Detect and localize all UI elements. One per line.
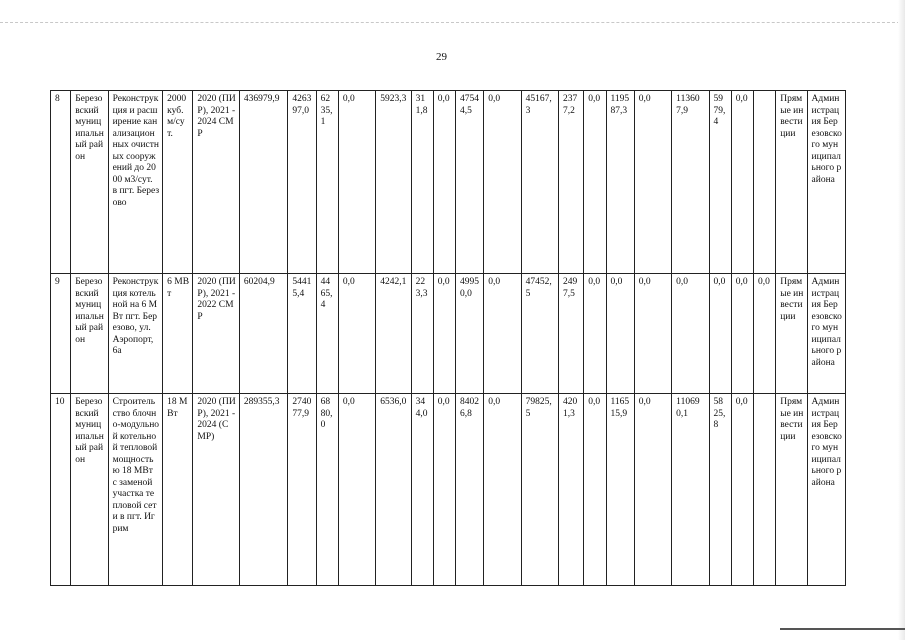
table-cell: 0,0 [709, 274, 731, 394]
table-cell: 18 МВт [163, 394, 193, 586]
table-cell: 60204,9 [239, 274, 287, 394]
table-cell: 426397,0 [288, 91, 316, 274]
table-row [51, 274, 846, 394]
table-cell: 436979,9 [239, 91, 287, 274]
table-cell: 116515,9 [606, 394, 634, 586]
table-cell: Администрация Березовского муниципального района [807, 394, 845, 586]
scan-right-edge [898, 0, 905, 640]
table-cell: 0,0 [338, 91, 375, 274]
table-cell: 344,0 [411, 394, 433, 586]
table-cell: 4465,4 [316, 274, 338, 394]
table-cell: 6880,0 [316, 394, 338, 586]
table-cell [753, 394, 775, 586]
table-cell: 0,0 [433, 394, 455, 586]
table-cell: 0,0 [606, 274, 634, 394]
table-cell: Прямые инвестиции [776, 91, 807, 274]
table-cell: 0,0 [672, 274, 709, 394]
table-cell: Строительство блочно-модульной котельной тепловой мощностью 18 МВт с заменой участка тепловой сети в пгт. Игрим [108, 394, 163, 586]
table-cell: 2497,5 [559, 274, 584, 394]
table-cell [753, 91, 775, 274]
table-cell: 0,0 [484, 394, 521, 586]
table-cell: Реконструкция и расширение канализационных очистных сооружений до 2000 м3/сут. в пгт. Березово [108, 91, 163, 274]
table-cell: 0,0 [731, 91, 753, 274]
table-cell: 311,8 [411, 91, 433, 274]
table-cell: 0,0 [634, 274, 671, 394]
table-cell: 0,0 [753, 274, 775, 394]
table-cell: 2020 (ПИР), 2021 - 2024 СМР [193, 91, 239, 274]
table-cell: 6235,1 [316, 91, 338, 274]
table-cell: 5979,4 [709, 91, 731, 274]
table-cell: 0,0 [338, 274, 375, 394]
table-cell: 119587,3 [606, 91, 634, 274]
table-row [51, 394, 846, 586]
table-cell: 79825,5 [521, 394, 558, 586]
table-cell: 0,0 [584, 274, 606, 394]
table-cell: 289355,3 [239, 394, 287, 586]
table-cell: 0,0 [731, 394, 753, 586]
table-cell: Березовский муниципальный район [71, 91, 108, 274]
table-cell: 0,0 [584, 91, 606, 274]
table-cell: 2000 куб. м/сут. [163, 91, 193, 274]
table-cell: 0,0 [731, 274, 753, 394]
table-cell: 0,0 [584, 394, 606, 586]
table-cell: 47544,5 [456, 91, 484, 274]
page-number: 29 [436, 51, 447, 63]
table-cell: 45167,3 [521, 91, 558, 274]
table-row [51, 91, 846, 274]
table-cell: Березовский муниципальный район [71, 274, 108, 394]
table-cell: 54415,4 [288, 274, 316, 394]
table-cell: Реконструкция котельной на 6 МВт пгт. Березово, ул. Аэропорт, 6а [108, 274, 163, 394]
table-cell: 2020 (ПИР), 2021 - 2024 (СМР) [193, 394, 239, 586]
table-cell: 10 [51, 394, 71, 586]
table-cell: 0,0 [634, 394, 671, 586]
scan-top-edge [0, 0, 905, 23]
scan-bottom-mark [780, 628, 905, 630]
table-cell: 6536,0 [376, 394, 411, 586]
table-cell: 5923,3 [376, 91, 411, 274]
table-cell: 0,0 [484, 274, 521, 394]
table-cell: 113607,9 [672, 91, 709, 274]
table-cell: 2377,2 [559, 91, 584, 274]
data-table [50, 90, 846, 586]
table-cell: Прямые инвестиции [776, 394, 807, 586]
table-cell: Администрация Березовского муниципального района [807, 91, 845, 274]
table-cell: 6 МВт [163, 274, 193, 394]
table-cell: 49950,0 [456, 274, 484, 394]
table-cell: 223,3 [411, 274, 433, 394]
table-cell: 5825,8 [709, 394, 731, 586]
table-cell: 0,0 [433, 91, 455, 274]
table-cell: Администрация Березовского муниципального района [807, 274, 845, 394]
table-cell: 0,0 [433, 274, 455, 394]
table-cell: Прямые инвестиции [776, 274, 807, 394]
table-cell: Березовский муниципальный район [71, 394, 108, 586]
table-cell: 9 [51, 274, 71, 394]
table-cell: 47452,5 [521, 274, 558, 394]
table-cell: 0,0 [484, 91, 521, 274]
table-cell: 84026,8 [456, 394, 484, 586]
table-cell: 274077,9 [288, 394, 316, 586]
table-cell: 4201,3 [559, 394, 584, 586]
table-cell: 110690,1 [672, 394, 709, 586]
table-cell: 4242,1 [376, 274, 411, 394]
table-cell: 0,0 [338, 394, 375, 586]
table-cell: 8 [51, 91, 71, 274]
table-cell: 0,0 [634, 91, 671, 274]
table-cell: 2020 (ПИР), 2021 - 2022 СМР [193, 274, 239, 394]
